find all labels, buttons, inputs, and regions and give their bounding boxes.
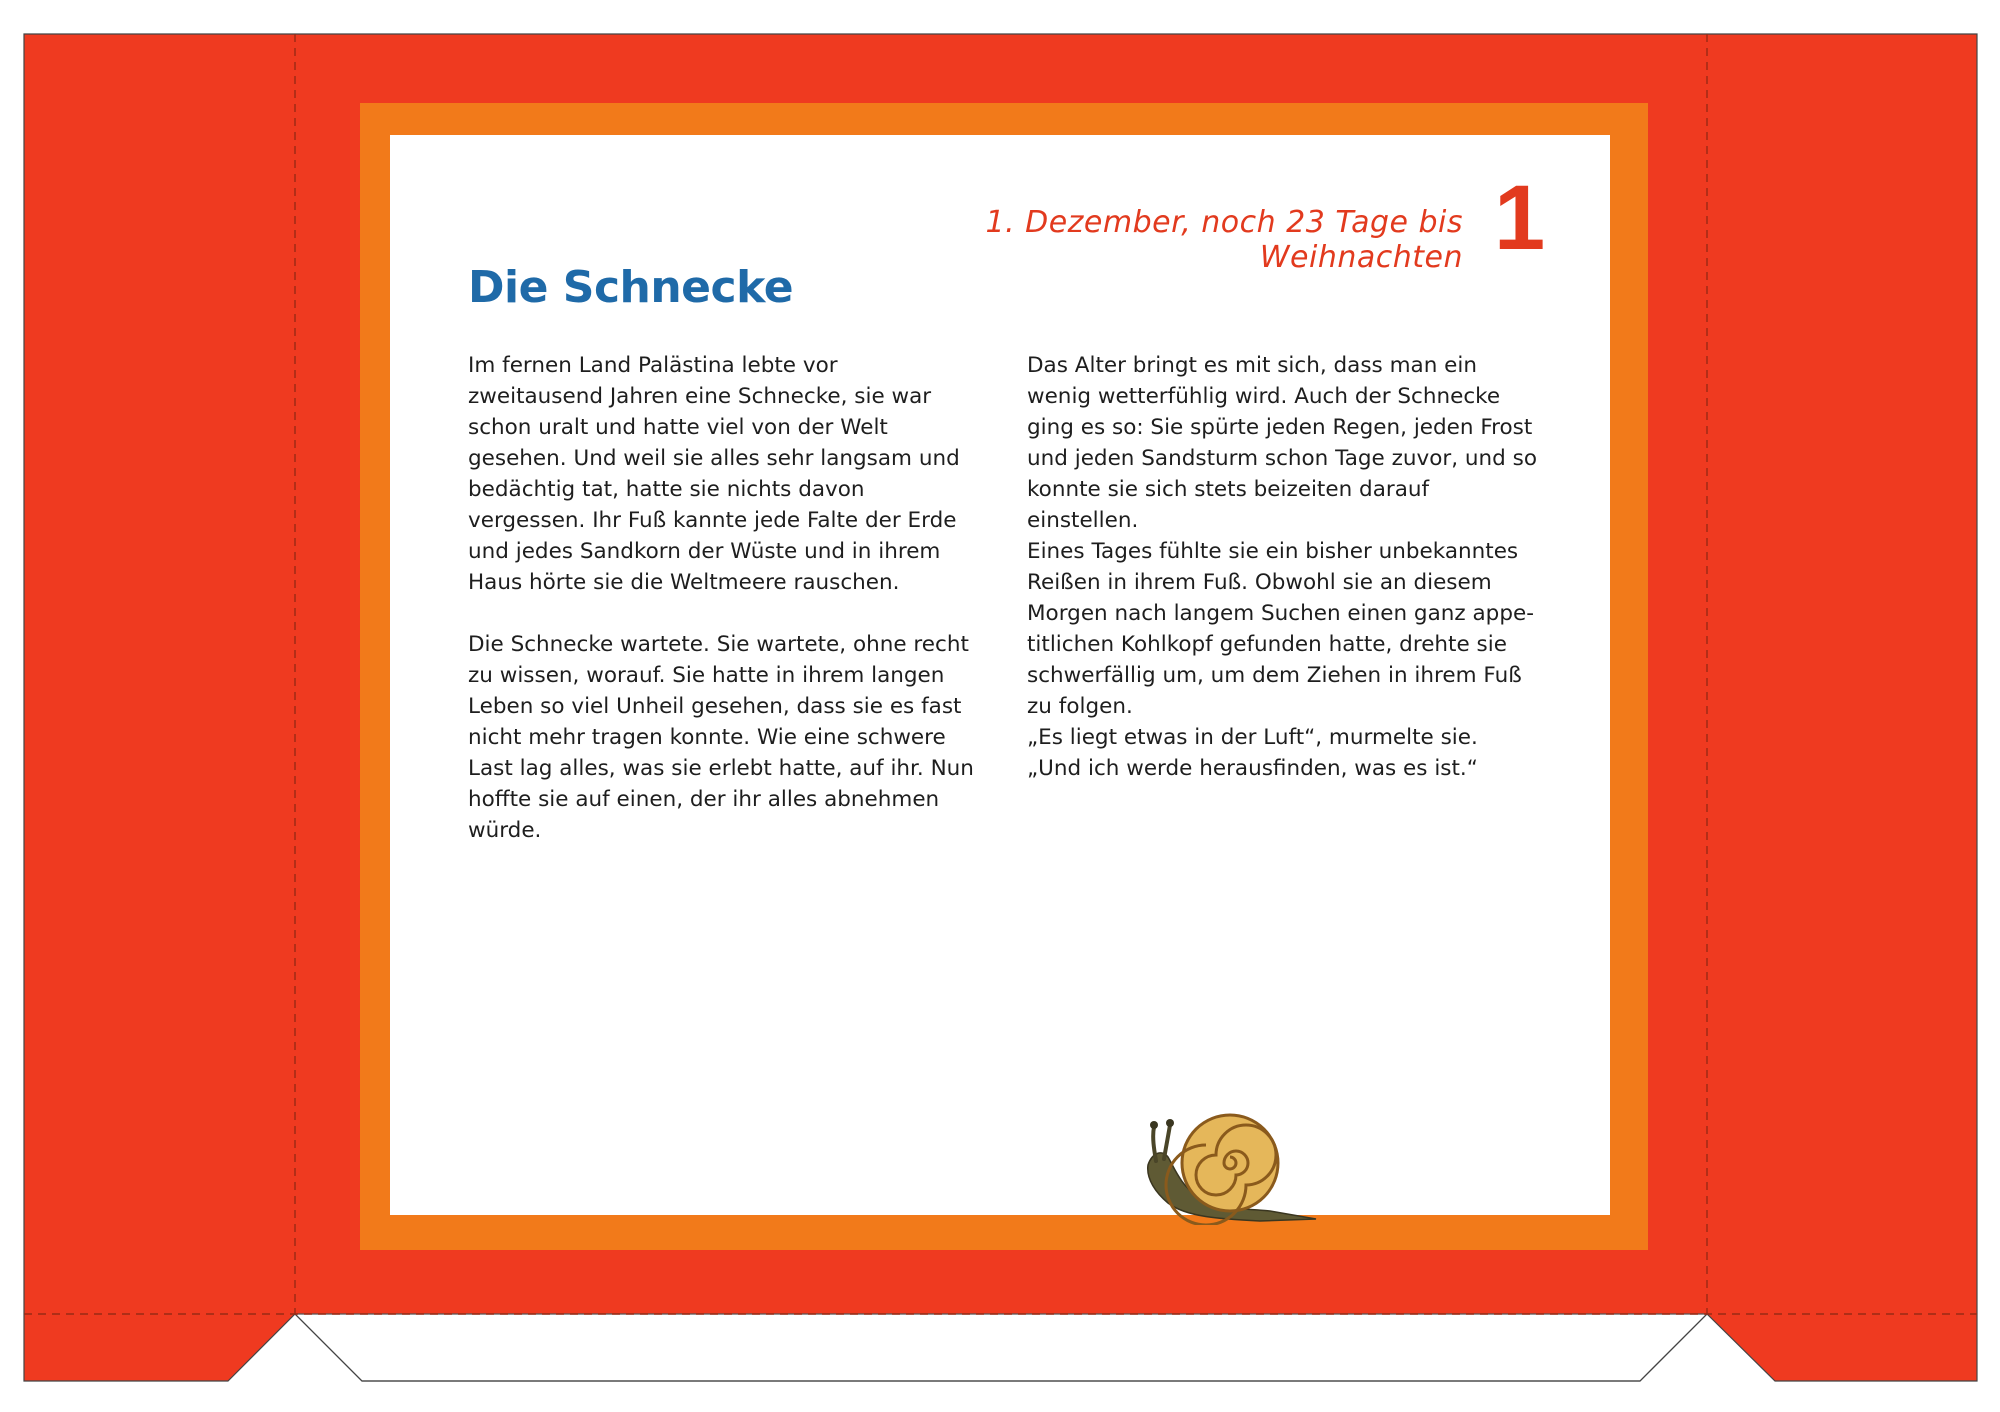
- snail-eye-left: [1150, 1121, 1158, 1129]
- flap-right: [1707, 1314, 1977, 1381]
- snail-icon: [1140, 1105, 1340, 1225]
- tab-white: [295, 1314, 1707, 1381]
- story-column-right: [1027, 350, 1537, 784]
- flap-left: [24, 1314, 295, 1381]
- snail-eye-right: [1166, 1119, 1174, 1127]
- day-number: 1: [1494, 167, 1546, 269]
- story-paragraph: „Es liegt etwas in der Luft“, murmelte sie. „Und ich werde herausfinden, was es ist.“: [1027, 725, 1478, 781]
- story-paragraph: Eines Tages fühlte sie ein bisher unbekanntes Reißen in ihrem Fuß. Obwohl sie an diesem Morgen nach langem Suchen einen ganz appe-titlichen Kohlkopf gefunden hatte, drehte sie schwerfällig um, um dem Ziehen in ihrem Fuß zu folgen.: [1027, 539, 1534, 719]
- story-paragraph: Im fernen Land Palästina lebte vor zweitausend Jahren eine Schnecke, sie war schon uralt und hatte viel von der Welt gesehen. Und weil sie alles sehr langsam und bedächtig tat, hatte sie nichts davon vergessen. Ihr Fuß kannte jede Falte der Erde und jedes Sandkorn der Wüste und in ihrem Haus hörte sie die Weltmeere rauschen.: [468, 353, 960, 595]
- snail-tentacle-right: [1164, 1125, 1170, 1159]
- story-paragraph: Die Schnecke wartete. Sie wartete, ohne recht zu wissen, worauf. Sie hatte in ihrem langen Leben so viel Unheil gesehen, dass sie es fast nicht mehr tragen konnte. Wie eine schwere Last lag alles, was sie erlebt hatte, auf ihr. Nun hoffte sie auf einen, der ihr alles abnehmen würde.: [468, 632, 974, 843]
- date-countdown-line: 1. Dezember, noch 23 Tage bis Weihnachten: [985, 205, 1463, 275]
- story-title: Die Schnecke: [468, 262, 794, 313]
- snail-tentacle-left: [1153, 1127, 1156, 1161]
- story-column-left: [468, 350, 978, 846]
- story-paragraph: Das Alter bringt es mit sich, dass man ein wenig wetterfühlig wird. Auch der Schnecke ging es so: Sie spürte jeden Regen, jeden Frost und jeden Sandsturm schon Tage zuvor, und so konnte sie sich stets beizeiten darauf einstellen.: [1027, 353, 1537, 533]
